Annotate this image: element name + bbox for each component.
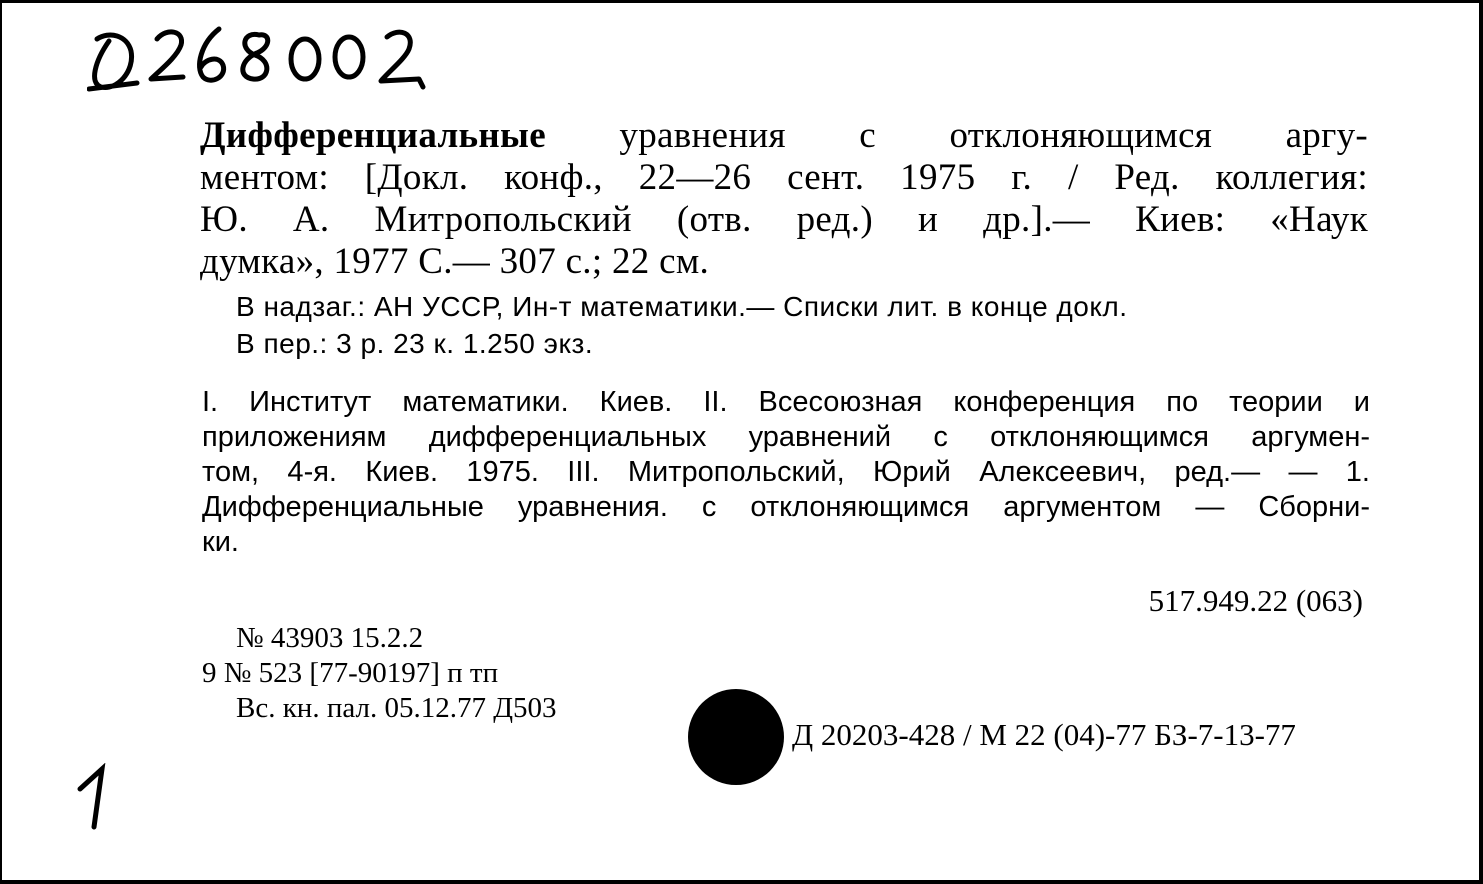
title-line-2: ментом: [Докл. конф., 22—26 сент. 1975 г. / Ред. коллегия: <box>200 157 1368 198</box>
notes-block <box>236 288 1128 362</box>
bibliographic-title <box>200 115 1368 283</box>
title-line-3: Ю. А. Митропольский (отв. ред.) и др.].— Киев: «Наук <box>200 199 1368 240</box>
subject-line-2: приложениям дифференциальных уравнений с отклоняющимся аргумен- <box>202 421 1370 453</box>
subject-headings <box>202 385 1370 560</box>
subject-line-3: том, 4-я. Киев. 1975. III. Митропольский, Юрий Алексеевич, ред.— — 1. <box>202 456 1370 488</box>
udc-code: 517.949.22 (063) <box>1148 583 1363 618</box>
title-bold-word: Дифференциальные <box>200 115 546 156</box>
registry-line-3: Вс. кн. пал. 05.12.77 Д503 <box>236 692 557 724</box>
registry-block <box>202 621 556 726</box>
handwritten-catalog-number <box>87 21 427 101</box>
notes-line-1: В надзаг.: АН УССР, Ин-т математики.— Списки лит. в конце докл. <box>236 291 1128 322</box>
registry-line-2: 9 № 523 [77-90197] п тп <box>202 657 499 689</box>
handwritten-mark <box>72 763 120 833</box>
subject-line-4: Дифференциальные уравнения. с отклоняющимся аргументом — Сборни- <box>202 491 1370 523</box>
punch-hole <box>688 689 784 785</box>
notes-line-2: В пер.: 3 р. 23 к. 1.250 экз. <box>236 328 594 359</box>
title-line-4: думка», 1977 С.— 307 с.; 22 см. <box>200 241 710 282</box>
subject-line-1: I. Институт математики. Киев. II. Всесоюзная конференция по теории и <box>202 386 1370 418</box>
title-line-1 <box>200 115 1368 157</box>
title-line-1-rest: уравнения с отклоняющимся аргу- <box>545 115 1368 156</box>
registry-line-1: № 43903 15.2.2 <box>236 622 424 654</box>
subject-line-5: ки. <box>202 526 239 558</box>
print-code: Д 20203-428 / М 22 (04)-77 БЗ-7-13-77 <box>792 717 1296 752</box>
